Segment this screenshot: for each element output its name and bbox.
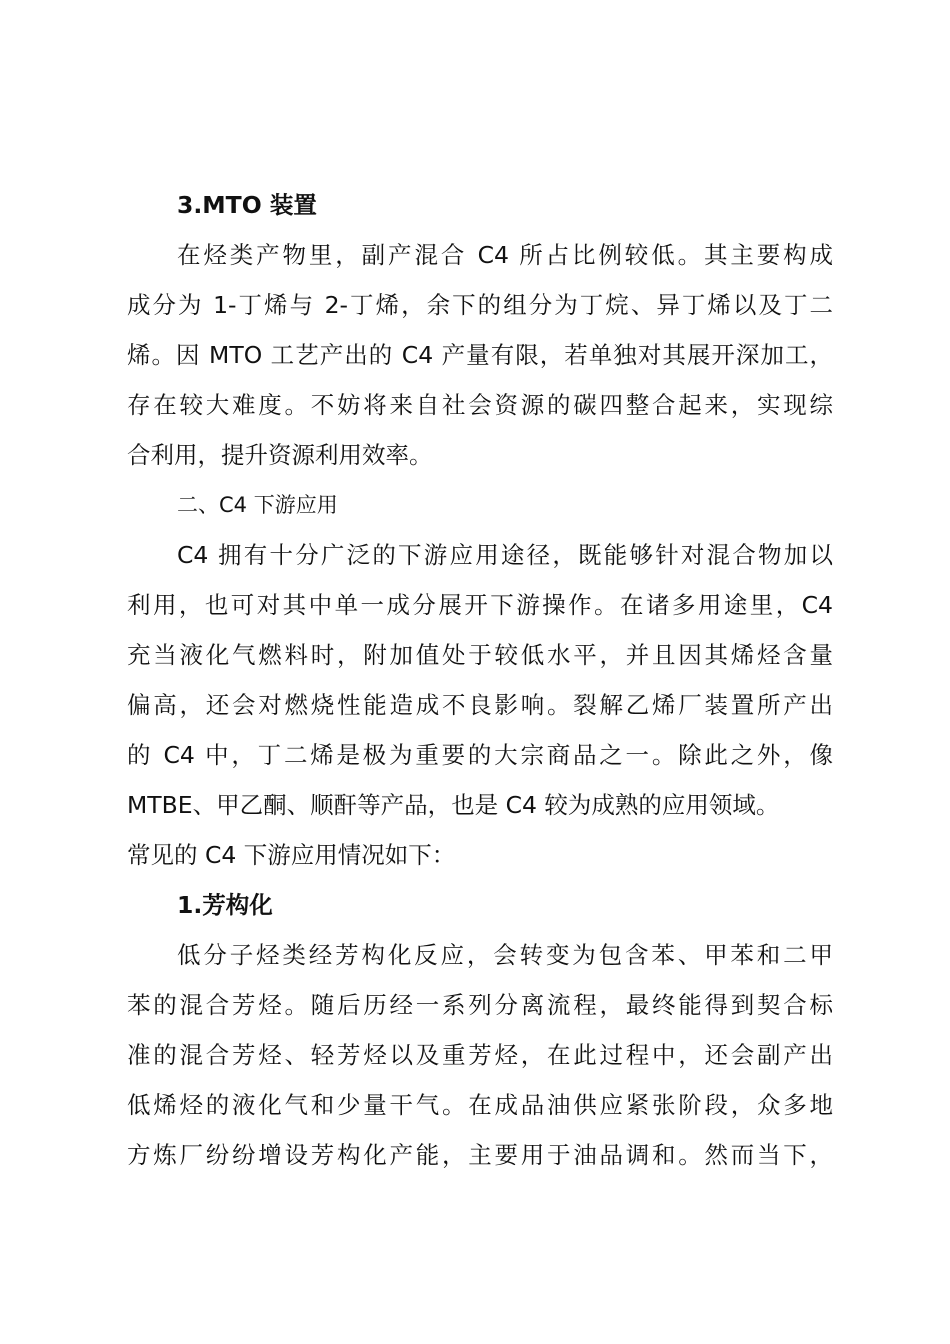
paragraph-line: 偏高，还会对燃烧性能造成不良影响。裂解乙烯厂装置所产出 — [127, 691, 833, 719]
paragraph-line: 充当液化气燃料时，附加值处于较低水平，并且因其烯烃含量 — [127, 641, 833, 669]
heading-c4-downstream: 二、C4 下游应用 — [177, 493, 338, 517]
paragraph-line: 常见的 C4 下游应用情况如下： — [127, 841, 456, 869]
paragraph-line: 苯的混合芳烃。随后历经一系列分离流程，最终能得到契合标 — [127, 991, 833, 1019]
paragraph-line: 存在较大难度。不妨将来自社会资源的碳四整合起来，实现综 — [127, 391, 833, 419]
document-page — [127, 180, 833, 1180]
paragraph-line: 低烯烃的液化气和少量干气。在成品油供应紧张阶段，众多地 — [127, 1091, 833, 1119]
paragraph-line: 利用，也可对其中单一成分展开下游操作。在诸多用途里，C4 — [127, 591, 833, 619]
paragraph-line: 准的混合芳烃、轻芳烃以及重芳烃，在此过程中，还会副产出 — [127, 1041, 833, 1069]
paragraph-line: 低分子烃类经芳构化反应，会转变为包含苯、甲苯和二甲 — [177, 941, 833, 969]
paragraph-line: 的 C4 中，丁二烯是极为重要的大宗商品之一。除此之外，像 — [127, 741, 833, 769]
heading-mto-unit: 3.MTO 装置 — [177, 191, 317, 219]
paragraph-line: 方炼厂纷纷增设芳构化产能，主要用于油品调和。然而当下， — [127, 1141, 833, 1169]
paragraph-line: 成分为 1-丁烯与 2-丁烯，余下的组分为丁烷、异丁烯以及丁二 — [127, 291, 833, 319]
paragraph-line: MTBE、甲乙酮、顺酐等产品，也是 C4 较为成熟的应用领域。 — [127, 791, 780, 819]
paragraph-line: 在烃类产物里，副产混合 C4 所占比例较低。其主要构成 — [177, 241, 833, 269]
paragraph-line: C4 拥有十分广泛的下游应用途径，既能够针对混合物加以 — [177, 541, 833, 569]
paragraph-line: 烯。因 MTO 工艺产出的 C4 产量有限，若单独对其展开深加工， — [127, 341, 833, 369]
heading-aromatization: 1.芳构化 — [177, 891, 273, 919]
paragraph-line: 合利用，提升资源利用效率。 — [127, 441, 433, 469]
